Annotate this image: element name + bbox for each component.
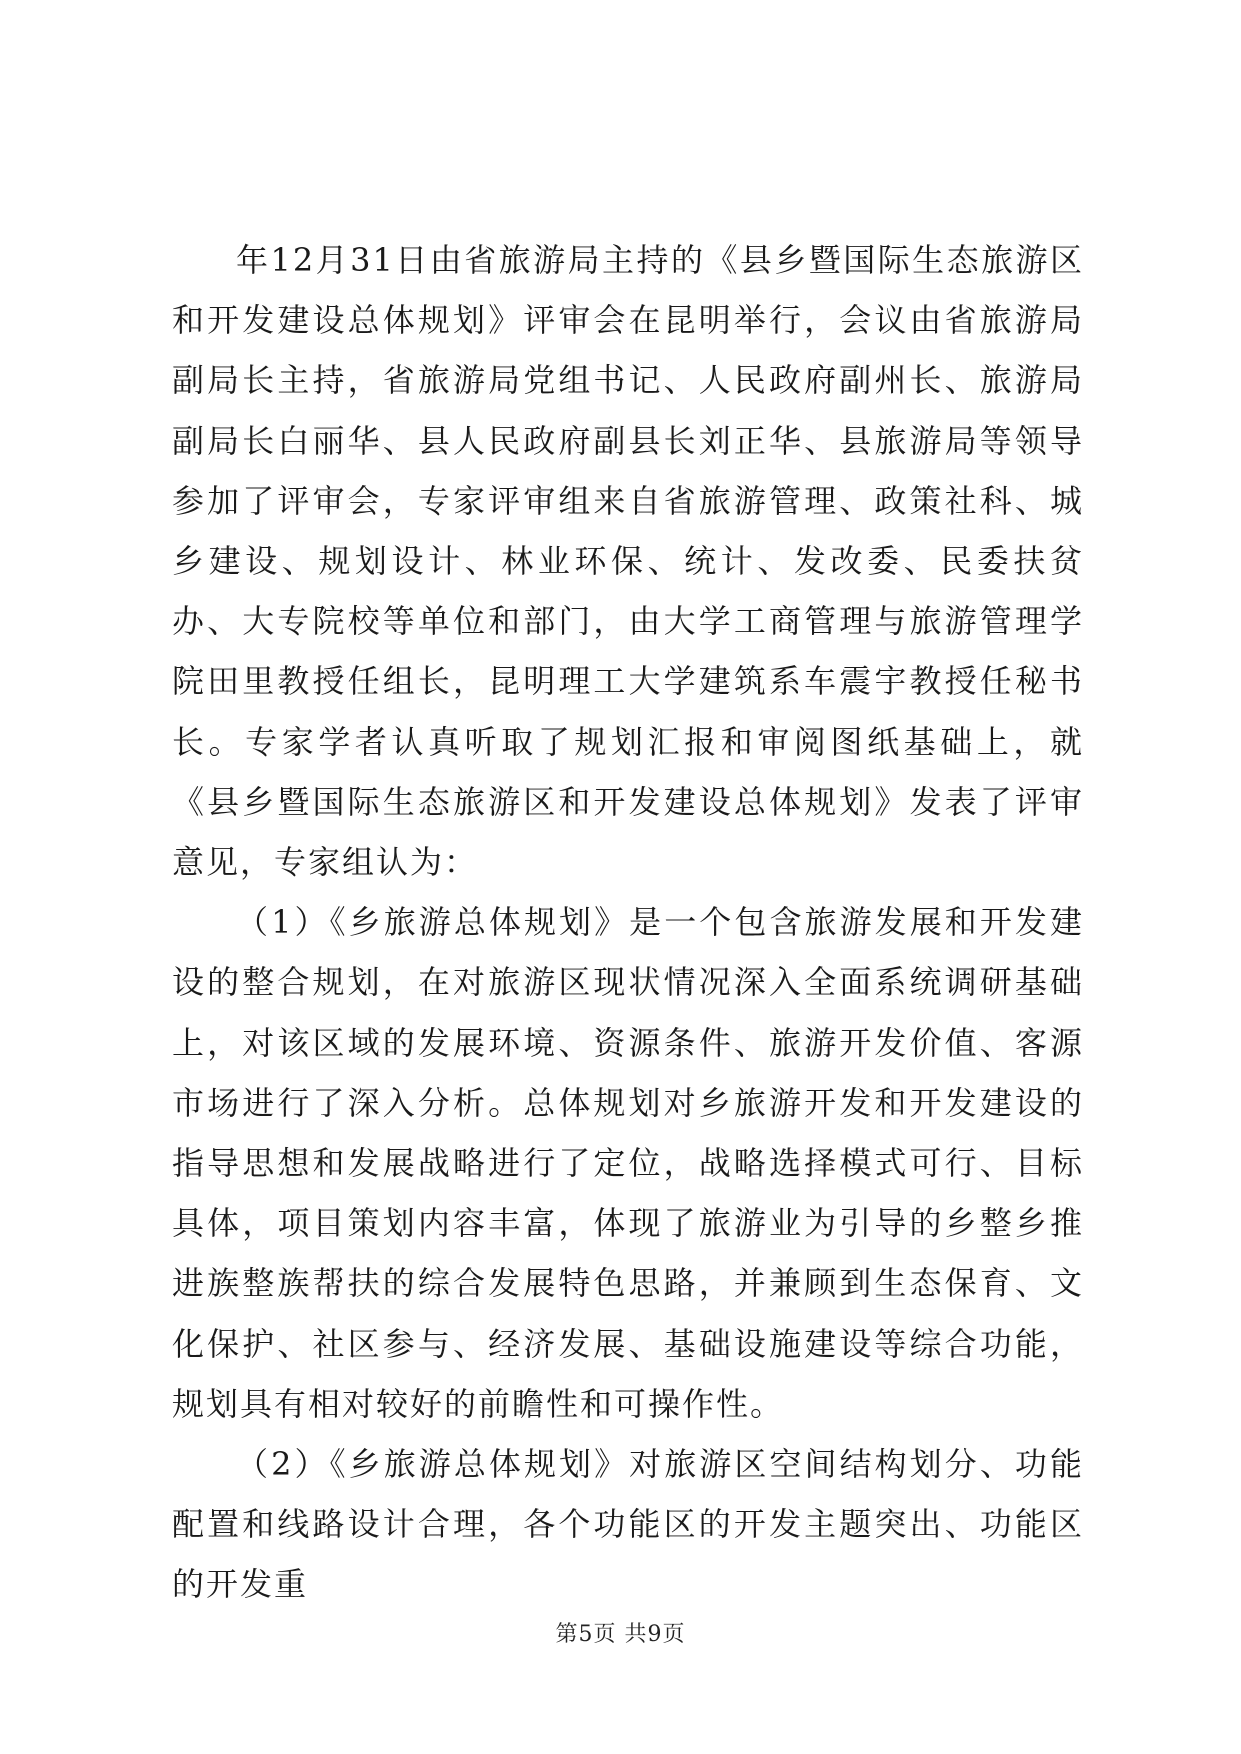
page-number-footer: 第5页 共9页 [555,1622,686,1647]
paragraph-intro: 年12月31日由省旅游局主持的《县乡暨国际生态旅游区和开发建设总体规划》评审会在昆明举行，会议由省旅游局副局长主持，省旅游局党组书记、人民政府副州长、旅游局副局长白丽华、县人民政府副县长刘正华、县旅游局等领导参加了评审会，专家评审组来自省旅游管理、政策社科、城乡建设、规划设计、林业环保、统计、发改委、民委扶贫办、大专院校等单位和部门，由大学工商管理与旅游管理学院田里教授任组长，昆明理工大学建筑系车震宇教授任秘书长。专家学者认真听取了规划汇报和审阅图纸基础上，就《县乡暨国际生态旅游区和开发建设总体规划》发表了评审意见，专家组认为： [172,241,1084,882]
paragraph-point-2: （2）《乡旅游总体规划》对旅游区空间结构划分、功能配置和线路设计合理，各个功能区的开发主题突出、功能区的开发重 [172,1445,1084,1604]
paragraph-point-1: （1）《乡旅游总体规划》是一个包含旅游发展和开发建设的整合规划，在对旅游区现状情况深入全面系统调研基础上，对该区域的发展环境、资源条件、旅游开发价值、客源市场进行了深入分析。总体规划对乡旅游开发和开发建设的指导思想和发展战略进行了定位，战略选择模式可行、目标具体，项目策划内容丰富，体现了旅游业为引导的乡整乡推进族整族帮扶的综合发展特色思路，并兼顾到生态保育、文化保护、社区参与、经济发展、基础设施建设等综合功能，规划具有相对较好的前瞻性和可操作性。 [172,903,1084,1423]
document-body [172,230,1084,1615]
